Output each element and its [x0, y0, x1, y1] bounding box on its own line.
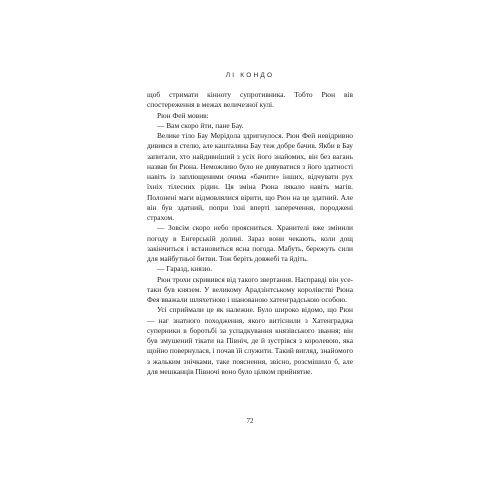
- body-text: [147, 90, 353, 377]
- paragraph: — Зовсім скоро небо проясниться. Хранителі вже змінили погоду в Енгерській долині. Зараз вони чекають, коли дощ закінчиться і встановиться ясна погода. Мабуть, бережуть сили для майбутньої битви. Тож беріть довжебі та йдіть.: [147, 223, 353, 263]
- paragraph: Рюн Фей мовив:: [157, 110, 209, 120]
- paragraph: — Вам скоро йти, пане Бау.: [157, 120, 244, 130]
- paragraph: Усі сприймали це як належне. Було широко відомо, що Рюн — наг знатного походження, якого витіснили з Хатенграджа суперники в боротьбі за успадкування князівського звання; він був змушений тікати на Північ, де й зустрівся з королевою, яка щойно повернулася, і почав їй служити. Такий вигляд, знайомого з жальким знічками, таке пояснення, звісно, розсмішило б, але для мешканців Півночі воно було цілком прийнятне.: [147, 305, 353, 376]
- running-head: ЛІ КОНДО: [225, 72, 275, 79]
- paragraph: — Гаразд, князю.: [157, 264, 213, 274]
- paragraph: Велике тіло Бау Мерідола здригнулося. Рюн Фей невідривно дивився в стелю, але кашталяна Бау теж добре бачив. Якби в Бау запитали, хто найдивніший з усіх його знайомих, він без вагань назвав би Рюна. Неможливо було не дивуватися з його здатності навіть із заплющеними очима «бачити» інших, відчувати рух їхніх тілесних рідин. Ця зміна Рюна лякало навіть магів. Полонені маги відмовлялися вірити, що Рюн на це здатний. Але він був здатний, попри їхні вперті заперечення, породжені страхом.: [147, 131, 353, 222]
- paragraph: щоб стримати кінноту супротивника. Тобто Рюн вів спостереження в межах величезної кулі.: [147, 90, 353, 110]
- paragraph: Рюн трохи скривився від такого звертання. Насправді він усе-таки був князем. У великому Арадзінтському королівстві Рюна Фея вважали шляхетною і шанованою хатенградською особою.: [147, 274, 353, 304]
- page-number: 72: [246, 417, 254, 425]
